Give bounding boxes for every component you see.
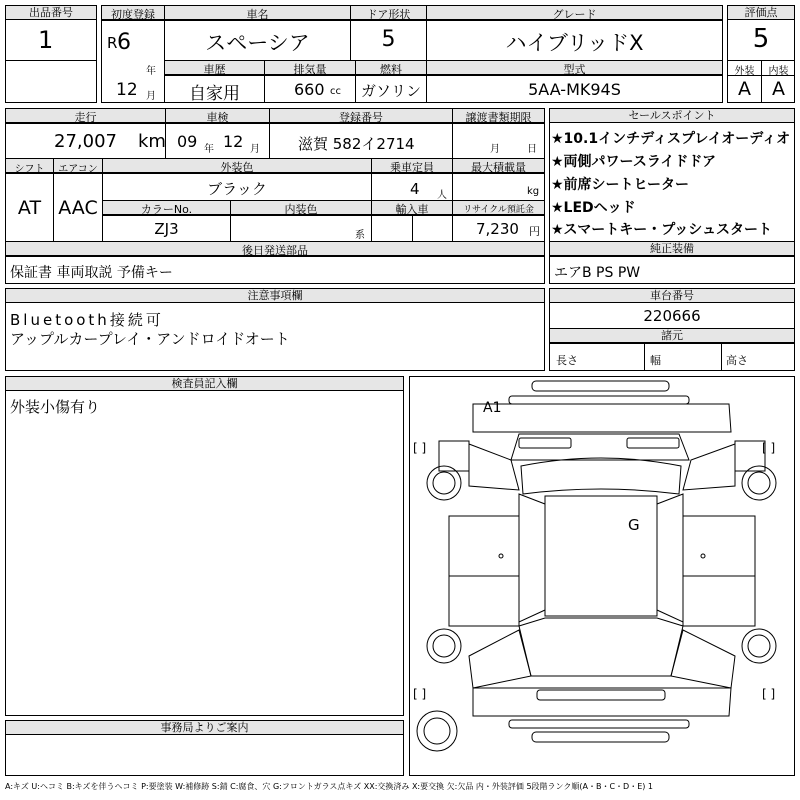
door-header: ドア形状 [366, 8, 411, 21]
score-value: 5 [752, 24, 770, 54]
inspector-box [5, 376, 404, 716]
genuine-header: 純正装備 [550, 242, 794, 256]
chassis-header: 車台番号 [550, 289, 794, 303]
chassis-value: 220666 [643, 307, 701, 325]
model-value: 5AA-MK94S [528, 80, 621, 99]
ac-header: エアコン [58, 164, 98, 175]
reg-header: 初度登録 [111, 8, 155, 21]
sales-header: セールスポイント [550, 109, 794, 123]
dims-length: 長さ [556, 354, 578, 367]
recycle-unit: 円 [529, 225, 540, 238]
mileage-value: 27,007 [54, 131, 117, 152]
car-diagram [409, 376, 795, 776]
transfer-month-unit: 月 [490, 144, 500, 155]
damage-mark: G [628, 516, 640, 534]
notes-line: アップルカープレイ・アンドロイドオート [10, 330, 290, 348]
displacement-header: 排気量 [293, 63, 327, 76]
damage-mark: A1 [483, 400, 502, 416]
score-header: 評価点 [728, 6, 794, 20]
history-header: 車歴 [203, 63, 226, 76]
reg-year: 6 [117, 30, 131, 55]
dims-header: 諸元 [550, 329, 794, 343]
car-name-header: 車名 [246, 8, 269, 21]
inspection-year-unit: 年 [204, 144, 214, 155]
reg-era: R [107, 34, 118, 52]
bracket-mark: [ ] [413, 441, 427, 455]
later-parts-header: 後日発送部品 [242, 244, 308, 257]
dims-height: 高さ [726, 354, 748, 367]
dims-width: 幅 [650, 354, 661, 367]
interior-header: 内装色 [284, 203, 318, 216]
sales-item: ★前席シートヒーター [551, 177, 689, 193]
sales-item: ★スマートキー・プッシュスタート [551, 222, 773, 238]
sales-item: ★10.1インチディスプレイオーディオ [551, 131, 791, 147]
inspector-value: 外装小傷有り [10, 398, 101, 416]
lot-number: 1 [38, 26, 54, 54]
transfer-day-unit: 日 [527, 144, 537, 155]
sales-item: ★LEDヘッド [551, 200, 636, 216]
recycle-header: リサイクル預託金 [463, 205, 534, 215]
grade-value: ハイブリッドX [505, 31, 644, 55]
import-header: 輸入車 [395, 203, 429, 216]
score-ext-header: 外装 [734, 66, 755, 77]
ac-value: AAC [58, 197, 98, 219]
capacity-value: 4 [410, 180, 420, 198]
reg-month-unit: 月 [146, 91, 156, 102]
capacity-header: 乗車定員 [390, 161, 434, 174]
office-header: 事務局よりご案内 [6, 721, 403, 735]
genuine-value: エアB PS PW [554, 265, 641, 281]
notes-line: Bluetooth接続可 [10, 311, 164, 329]
score-int-value: A [772, 78, 785, 100]
transfer-header: 譲渡書類期限 [465, 111, 532, 124]
shift-header: シフト [14, 164, 45, 175]
inspection-month-unit: 月 [250, 144, 260, 155]
inspection-year: 09 [177, 132, 198, 151]
bracket-mark: [ ] [762, 441, 776, 455]
exterior-value: ブラック [207, 180, 267, 198]
legend: A:キズ U:ヘコミ B:キズを伴うヘコミ P:要塗装 W:補修跡 S:錆 C:腐食、穴 G:フロントガラス点キズ XX:交換済み X:要交換 欠:欠品 内・外装評価 5段階ランク順(A・B・C・D・E) 1 [5, 782, 654, 791]
inspection-header: 車検 [206, 111, 229, 124]
reg-month: 12 [116, 80, 138, 100]
max-load-unit: kg [527, 186, 540, 197]
displacement-value: 660 [294, 80, 325, 99]
model-header: 型式 [563, 63, 586, 76]
score-ext-value: A [738, 78, 751, 100]
displacement-unit: cc [330, 86, 341, 97]
reg-year-unit: 年 [146, 66, 156, 77]
notes-header: 注意事項欄 [6, 289, 544, 303]
mileage-unit: km [138, 131, 166, 152]
color-no-header: カラーNo. [140, 203, 193, 216]
bracket-mark: [ ] [413, 687, 427, 701]
exterior-header: 外装色 [220, 161, 254, 174]
mileage-header: 走行 [74, 111, 97, 124]
recycle-value: 7,230 [476, 220, 519, 238]
inspection-month: 12 [223, 132, 244, 151]
history-value: 自家用 [189, 84, 240, 104]
later-parts-value: 保証書 車両取説 予備キー [10, 265, 173, 281]
bracket-mark: [ ] [762, 687, 776, 701]
interior-unit: 系 [355, 230, 365, 241]
sales-item: ★両側パワースライドドア [551, 154, 717, 170]
grade-header: グレード [552, 8, 597, 21]
door-value: 5 [381, 27, 396, 52]
inspector-header: 検査員記入欄 [6, 377, 403, 391]
max-load-header: 最大積載量 [471, 161, 526, 174]
shift-value: AT [17, 197, 42, 219]
plate-value: 滋賀 582イ2714 [298, 135, 415, 153]
fuel-header: 燃料 [380, 63, 402, 76]
color-no-value: ZJ3 [154, 220, 179, 238]
car-name-value: スペーシア [205, 31, 310, 55]
capacity-unit: 人 [437, 190, 447, 201]
score-int-header: 内装 [768, 66, 789, 77]
plate-header: 登録番号 [339, 111, 383, 124]
lot-header: 出品番号 [6, 6, 96, 20]
fuel-value: ガソリン [360, 82, 421, 100]
